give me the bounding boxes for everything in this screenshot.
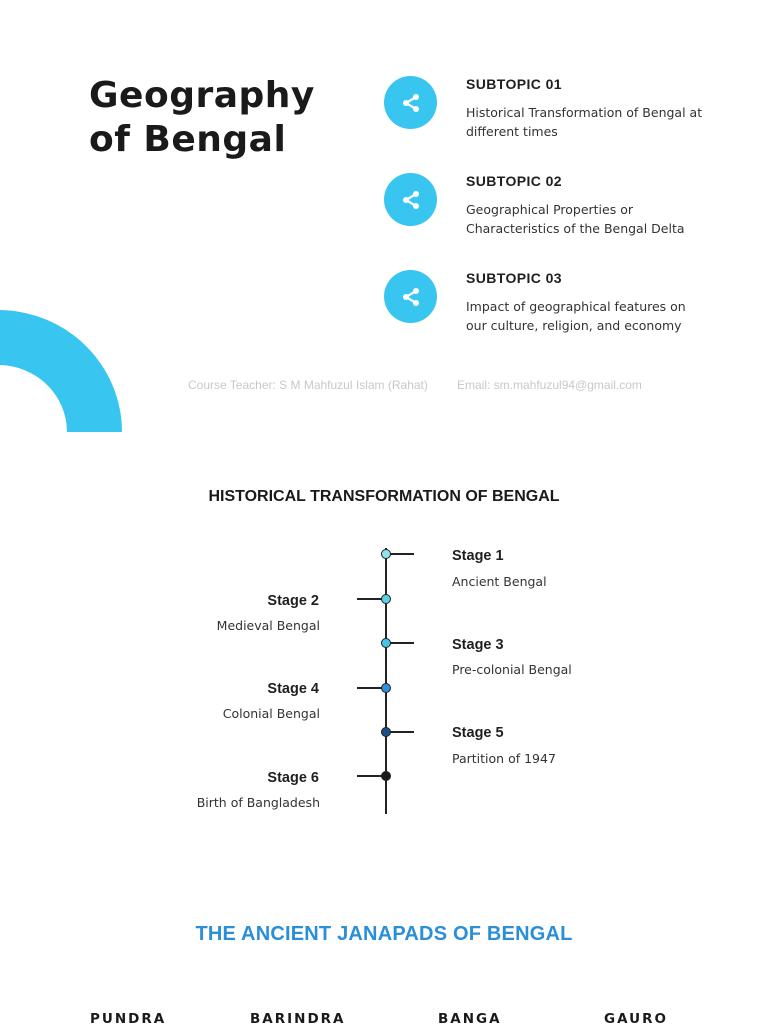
subtopic-02-label: SUBTOPIC 02 <box>466 173 562 189</box>
share-icon <box>399 91 423 115</box>
janapad-barindra: BARINDRA <box>250 1011 346 1027</box>
stage-3-marker <box>381 638 391 648</box>
page-title <box>89 74 315 162</box>
subtopic-01-description: Historical Transformation of Bengal at different times <box>466 105 703 139</box>
subtopic-03-description: Impact of geographical features on our culture, religion, and economy <box>466 299 686 333</box>
subtopic-03 <box>384 270 744 350</box>
stage-4-marker <box>381 683 391 693</box>
teacher-email: Email: sm.mahfuzul94@gmail.com <box>457 378 642 392</box>
subtopic-01 <box>384 76 744 156</box>
stage-6-description: Birth of Bangladesh <box>196 795 320 810</box>
janapad-pundra: PUNDRA <box>90 1011 167 1027</box>
page-title-line-2: of Bengal <box>89 119 287 160</box>
stage-2-title: Stage 2 <box>267 593 319 609</box>
stage-6-marker <box>381 771 391 781</box>
stage-4-title: Stage 4 <box>267 681 319 697</box>
stage-5-marker <box>381 727 391 737</box>
page-title-line-1: Geography <box>89 75 315 116</box>
stage-1-marker <box>381 549 391 559</box>
subtopic-03-label: SUBTOPIC 03 <box>466 270 562 286</box>
stage-2-description: Medieval Bengal <box>216 618 320 633</box>
subtopic-03-share-button[interactable] <box>384 270 437 323</box>
stage-2-marker <box>381 594 391 604</box>
subtopic-02-description: Geographical Properties or Characteristics of the Bengal Delta <box>466 202 685 236</box>
stage-3-description: Pre-colonial Bengal <box>452 662 572 677</box>
subtopic-01-label: SUBTOPIC 01 <box>466 76 562 92</box>
stage-1-description: Ancient Bengal <box>452 574 547 589</box>
stage-1-title: Stage 1 <box>452 548 504 564</box>
timeline-heading: HISTORICAL TRANSFORMATION OF BENGAL <box>208 488 560 505</box>
janapad-banga: BANGA <box>438 1011 502 1027</box>
janapad-gauro: GAURO <box>604 1011 668 1027</box>
stage-5-title: Stage 5 <box>452 725 504 741</box>
share-icon <box>399 188 423 212</box>
subtopic-01-share-button[interactable] <box>384 76 437 129</box>
stage-5-description: Partition of 1947 <box>452 751 556 766</box>
subtopic-02-share-button[interactable] <box>384 173 437 226</box>
janapads-heading: THE ANCIENT JANAPADS OF BENGAL <box>195 923 573 945</box>
subtopic-02 <box>384 173 744 253</box>
course-teacher-credit: Course Teacher: S M Mahfuzul Islam (Rahat) <box>188 378 428 392</box>
stage-4-description: Colonial Bengal <box>222 706 320 721</box>
stage-3-title: Stage 3 <box>452 637 504 653</box>
share-icon <box>399 285 423 309</box>
stage-6-title: Stage 6 <box>267 770 319 786</box>
